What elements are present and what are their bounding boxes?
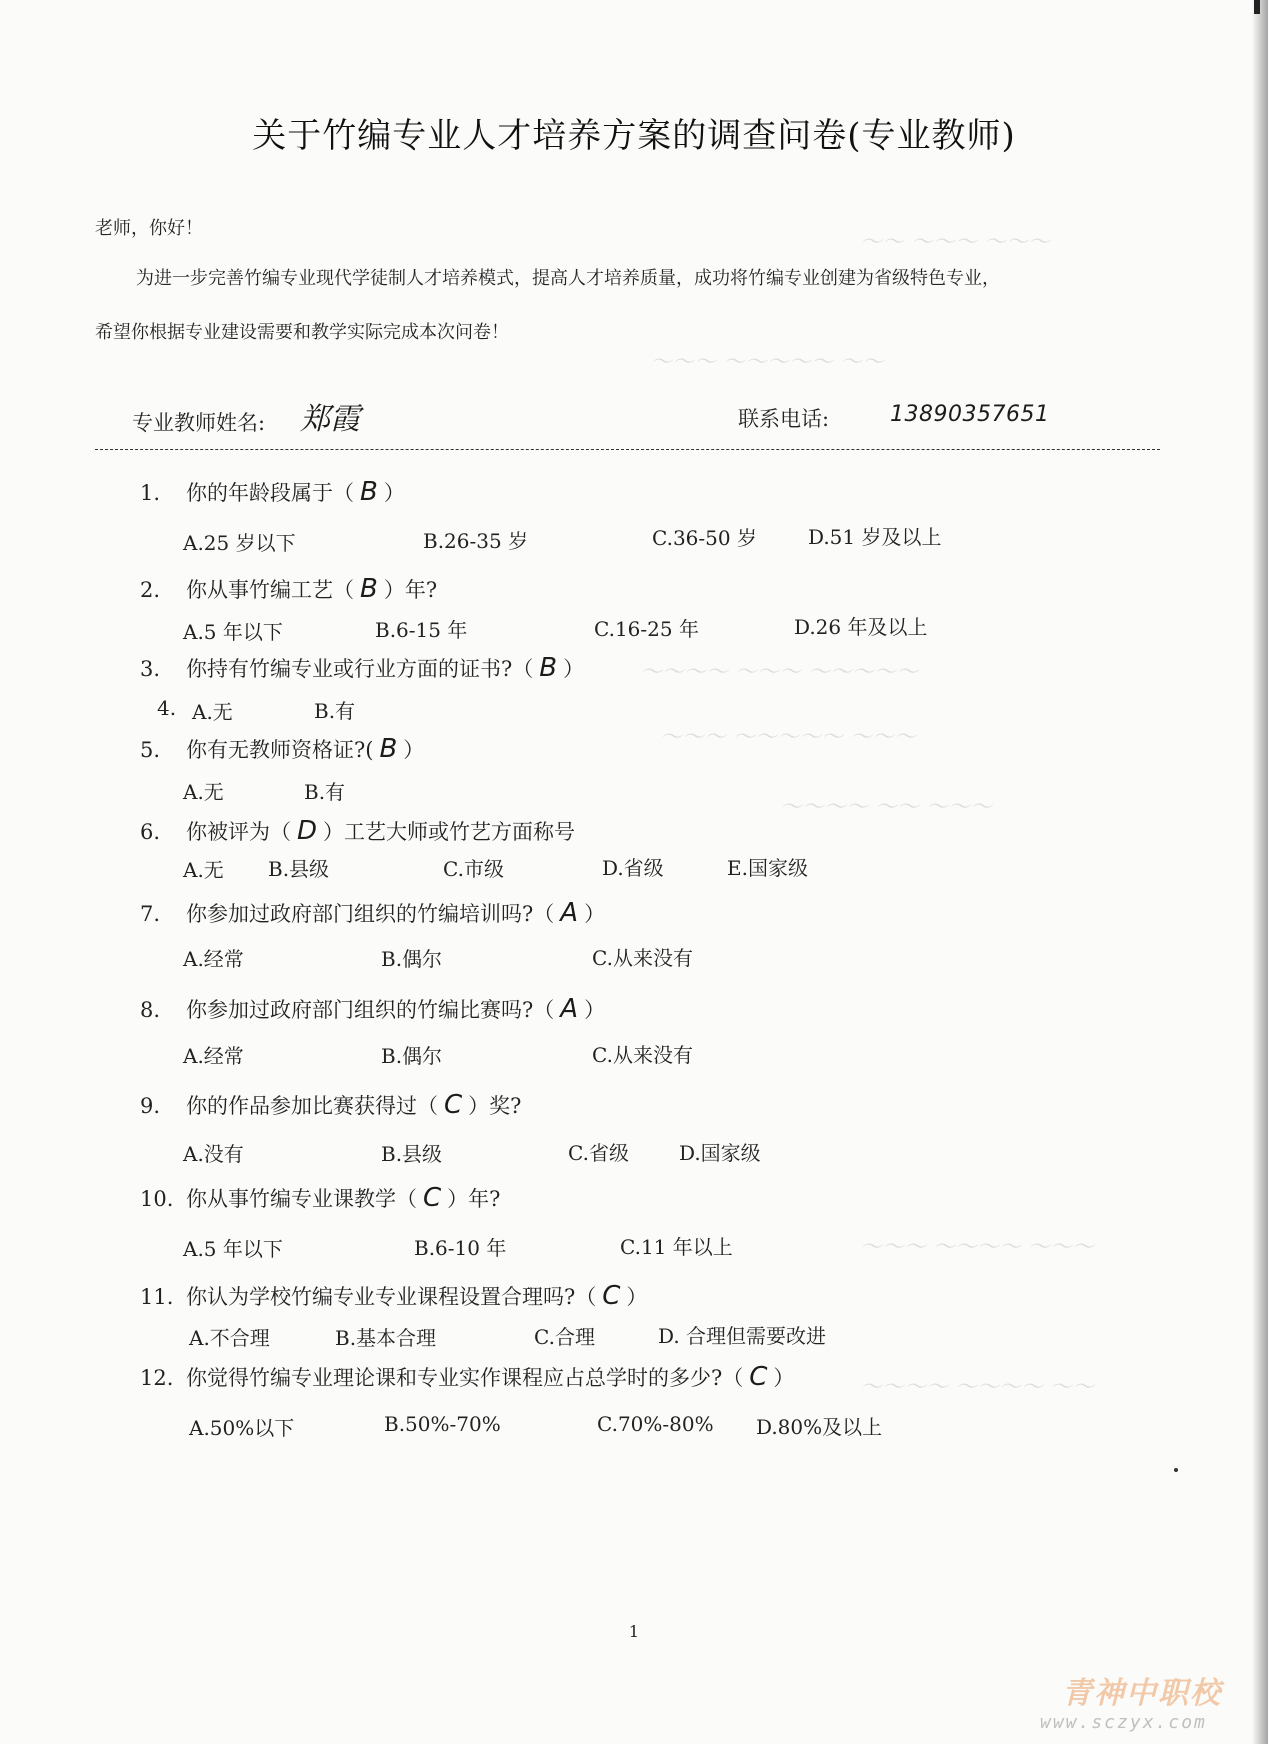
greeting: 老师，你好！ xyxy=(95,218,203,239)
question-10 xyxy=(140,1183,500,1213)
question-text-end: ） xyxy=(584,998,606,1022)
option: A.25 岁以下 xyxy=(183,531,296,555)
handwritten-answer[interactable]: B xyxy=(379,734,398,764)
question-number: 1. xyxy=(140,481,161,505)
watermark-text: 青神中职校 xyxy=(1062,1676,1222,1711)
question-9 xyxy=(140,1090,521,1120)
question-6 xyxy=(140,816,575,846)
option: C.从来没有 xyxy=(592,1043,693,1067)
option: C.36-50 岁 xyxy=(652,526,757,550)
option: C.合理 xyxy=(534,1325,595,1349)
question-text: 你的年龄段属于（ xyxy=(186,481,354,505)
question-number: 7. xyxy=(140,902,161,926)
option: D.国家级 xyxy=(679,1141,761,1165)
question-3 xyxy=(140,653,584,683)
option: B.县级 xyxy=(381,1142,443,1166)
option: C.从来没有 xyxy=(592,946,693,970)
handwritten-answer[interactable]: A xyxy=(560,898,579,928)
bleed-through-text: ～～～ ～～～～ ～～～ xyxy=(860,1235,1094,1260)
question-text-end: ） xyxy=(563,657,585,681)
question-number: 6. xyxy=(140,820,161,844)
question-text: 你从事竹编工艺（ xyxy=(186,578,354,602)
option: A.经常 xyxy=(183,1044,244,1068)
question-text: 你认为学校竹编专业专业课程设置合理吗?（ xyxy=(186,1285,597,1309)
option: A.5 年以下 xyxy=(183,620,283,644)
option: B.有 xyxy=(314,699,356,723)
option: A.无 xyxy=(183,780,224,804)
handwritten-answer[interactable]: B xyxy=(360,477,378,507)
question-number: 2. xyxy=(140,578,161,602)
option: B.基本合理 xyxy=(335,1326,437,1350)
question-8 xyxy=(140,994,605,1024)
question-number: 5. xyxy=(140,738,161,762)
option: A.没有 xyxy=(183,1142,244,1166)
question-number: 10. xyxy=(140,1187,174,1211)
bleed-through-text: ～～～～ ～～～～ ～～ xyxy=(860,1375,1094,1400)
scan-speck xyxy=(1174,1468,1178,1472)
option: B.6-10 年 xyxy=(414,1236,507,1260)
option: B.偶尔 xyxy=(381,1044,443,1068)
question-text-end: ） xyxy=(773,1366,795,1390)
option: C.省级 xyxy=(568,1141,629,1165)
option: C.70%-80% xyxy=(597,1412,714,1436)
option: B.县级 xyxy=(268,857,330,881)
question-number: 9. xyxy=(140,1094,161,1118)
option: A.无 xyxy=(192,700,233,724)
question-5 xyxy=(140,734,424,764)
teacher-name-label: 专业教师姓名: xyxy=(132,411,266,435)
handwritten-answer[interactable]: B xyxy=(539,653,558,683)
option: E.国家级 xyxy=(727,856,808,880)
handwritten-answer[interactable]: C xyxy=(602,1281,621,1311)
phone-value[interactable]: 13890357651 xyxy=(890,402,1050,427)
question-text: 你被评为（ xyxy=(186,820,291,844)
option: A.50%以下 xyxy=(189,1416,295,1440)
question-text-end: ）工艺大师或竹艺方面称号 xyxy=(323,820,576,844)
question-number: 8. xyxy=(140,998,161,1022)
question-text-end: ）年? xyxy=(447,1187,501,1211)
option: A.无 xyxy=(183,858,224,882)
option: B.6-15 年 xyxy=(375,618,468,642)
option: B.26-35 岁 xyxy=(423,529,529,553)
scan-corner-mark xyxy=(1254,0,1260,14)
handwritten-answer[interactable]: C xyxy=(444,1090,463,1120)
header-divider xyxy=(95,449,1160,450)
phone-label: 联系电话: xyxy=(738,407,830,431)
question-11 xyxy=(140,1281,647,1311)
handwritten-answer[interactable]: A xyxy=(560,994,579,1024)
question-number: 12. xyxy=(140,1366,174,1390)
option: D.26 年及以上 xyxy=(794,615,928,639)
bleed-through-text: ～～ ～～～ ～～～ xyxy=(860,230,1050,255)
bleed-through-text: ～～～ ～～～～～ ～～～ xyxy=(660,725,916,750)
page-title: 关于竹编专业人才培养方案的调查问卷(专业教师) xyxy=(252,116,1016,156)
option: D.80%及以上 xyxy=(756,1415,883,1439)
scan-edge-shadow xyxy=(1252,0,1268,1744)
handwritten-answer[interactable]: D xyxy=(297,816,318,846)
handwritten-answer[interactable]: B xyxy=(360,574,378,604)
option-line-number: 4. xyxy=(157,696,177,720)
question-2 xyxy=(140,574,437,604)
question-text: 你持有竹编专业或行业方面的证书?（ xyxy=(186,657,534,681)
question-text-end: ） xyxy=(584,902,606,926)
question-text: 你参加过政府部门组织的竹编培训吗?（ xyxy=(186,902,555,926)
question-number: 11. xyxy=(140,1285,174,1309)
question-text-end: ）年? xyxy=(383,578,438,602)
page-number: 1 xyxy=(628,1622,640,1641)
teacher-name-value[interactable]: 郑霞 xyxy=(300,402,360,437)
question-text: 你的作品参加比赛获得过（ xyxy=(186,1094,438,1118)
bleed-through-text: ～～～～ ～～ ～～～ xyxy=(780,795,992,820)
watermark-url: www.sczyx.com xyxy=(1040,1712,1207,1733)
handwritten-answer[interactable]: C xyxy=(749,1362,768,1392)
option: C.市级 xyxy=(443,857,504,881)
option: A.不合理 xyxy=(189,1326,270,1350)
question-12 xyxy=(140,1362,794,1392)
question-text: 你参加过政府部门组织的竹编比赛吗?（ xyxy=(186,998,555,1022)
intro-line-2: 希望你根据专业建设需要和教学实际完成本次问卷！ xyxy=(95,322,509,343)
question-1 xyxy=(140,477,405,507)
bleed-through-text: ～～～～ ～～～ ～～～～～ xyxy=(640,660,918,685)
option: C.16-25 年 xyxy=(594,617,699,641)
option: A.5 年以下 xyxy=(183,1237,283,1261)
question-text-end: ） xyxy=(626,1285,648,1309)
question-text-end: ）奖? xyxy=(468,1094,522,1118)
question-text-end: ） xyxy=(383,481,405,505)
option: A.经常 xyxy=(183,947,244,971)
question-text: 你有无教师资格证?( xyxy=(186,738,374,762)
bleed-through-text: ～～～ ～～～～～ ～～ xyxy=(650,350,884,375)
question-text: 你从事竹编专业课教学（ xyxy=(186,1187,417,1211)
option: B.偶尔 xyxy=(381,947,443,971)
intro-line-1: 为进一步完善竹编专业现代学徒制人才培养模式，提高人才培养质量，成功将竹编专业创建为省级特色专业， xyxy=(136,268,1000,289)
option: C.11 年以上 xyxy=(620,1235,733,1259)
option: D.51 岁及以上 xyxy=(808,525,942,549)
option: D. 合理但需要改进 xyxy=(658,1324,827,1348)
option: B.50%-70% xyxy=(384,1412,501,1436)
handwritten-answer[interactable]: C xyxy=(423,1183,442,1213)
question-number: 3. xyxy=(140,657,161,681)
question-text: 你觉得竹编专业理论课和专业实作课程应占总学时的多少?（ xyxy=(186,1366,744,1390)
question-text-end: ） xyxy=(403,738,425,762)
question-7 xyxy=(140,898,605,928)
option: B.有 xyxy=(304,780,346,804)
option: D.省级 xyxy=(602,856,664,880)
